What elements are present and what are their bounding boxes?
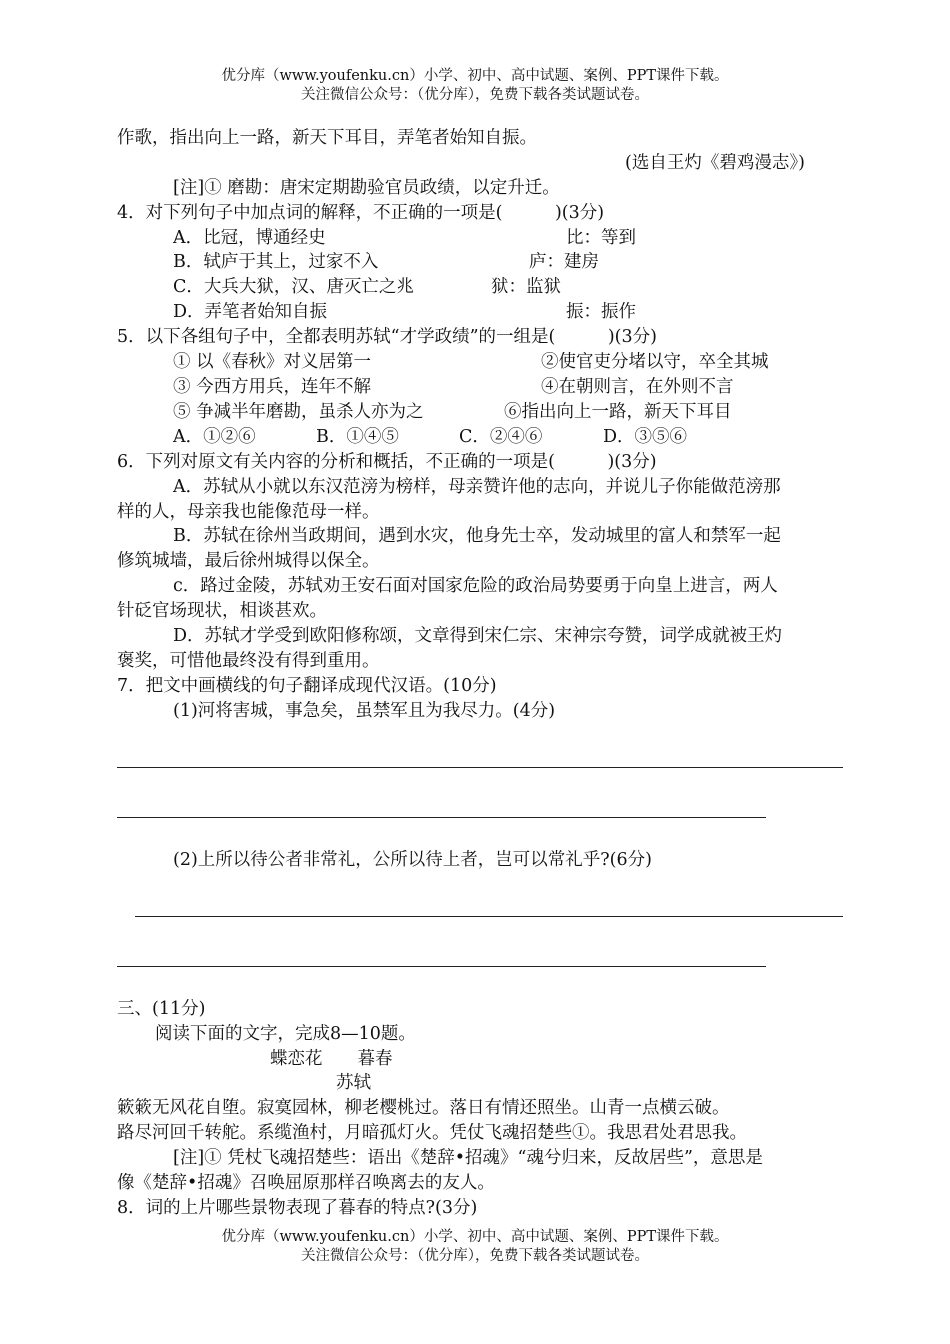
q4-gloss-a: 比：等到 (566, 228, 636, 248)
q5-item-6: ⑥指出向上一路，新天下耳目 (504, 402, 732, 422)
q6-option-b-line2: 修筑城墙，最后徐州城得以保全。 (117, 551, 380, 571)
footer-line-2: 关注微信公众号：（优分库），免费下载各类试题试卷。 (301, 1248, 649, 1264)
q6-option-d-line2: 褒奖，可惜他最终没有得到重用。 (117, 651, 380, 671)
q4-option-b: B．轼庐于其上，过家不入 (173, 252, 379, 272)
passage-tail: 作歌，指出向上一路，新天下耳目，弄笔者始知自振。 (117, 128, 537, 148)
q6-option-c-line2: 针砭官场现状，相谈甚欢。 (117, 601, 327, 621)
poem-line-2: 路尽河回千转舵。系缆渔村，月暗孤灯火。凭仗飞魂招楚些①。我思君处君思我。 (117, 1123, 747, 1143)
page-header (0, 67, 950, 105)
q6-option-a-line2: 样的人，母亲我也能像范母一样。 (117, 502, 380, 522)
footer-line-1: 优分库（www.youfenku.cn）小学、初中、高中试题、案例、PPT课件下载。 (221, 1229, 729, 1245)
q6-option-b-line1: B．苏轼在徐州当政期间，遇到水灾，他身先士卒，发动城里的富人和禁军一起 (173, 526, 781, 546)
q5-option-a: A．①②⑥ (173, 427, 256, 447)
q5-item-5: ⑤ 争减半年磨勘，虽杀人亦为之 (173, 402, 424, 422)
q4-gloss-c: 狱：监狱 (491, 277, 561, 297)
q5-item-1: ① 以《春秋》对义居第一 (173, 352, 372, 372)
q6-option-d-line1: D．苏轼才学受到欧阳修称颂，文章得到宋仁宗、宋神宗夸赞，词学成就被王灼 (173, 626, 783, 646)
q5-item-2: ②使官吏分堵以守，卒全其城 (541, 352, 769, 372)
q5-option-c: C．②④⑥ (459, 427, 543, 447)
passage-source: (选自王灼《碧鸡漫志》) (625, 153, 805, 173)
poem-author: 苏轼 (336, 1073, 371, 1093)
poem-note-line2: 像《楚辞•招魂》召唤屈原那样召唤离去的友人。 (117, 1173, 495, 1193)
q4-gloss-b: 庐：建房 (529, 252, 599, 272)
header-line-2: 关注微信公众号：（优分库），免费下载各类试题试卷。 (301, 87, 649, 103)
q6-stem: 6．下列对原文有关内容的分析和概括，不正确的一项是( )(3分) (117, 452, 657, 472)
poem-line-1: 簌簌无风花自堕。寂寞园林，柳老樱桃过。落日有情还照坐。山青一点横云破。 (117, 1098, 730, 1118)
page-footer (0, 1228, 950, 1266)
header-line-1: 优分库（www.youfenku.cn）小学、初中、高中试题、案例、PPT课件下载。 (221, 68, 729, 84)
q7-part-2: (2)上所以待公者非常礼，公所以待上者，岂可以常礼乎?(6分) (173, 850, 652, 870)
poem-note-line1: [注]① 凭杖飞魂招楚些：语出《楚辞•招魂》“魂兮归来，反故居些”，意思是 (173, 1148, 763, 1168)
q6-option-c-line1: c．路过金陵，苏轼劝王安石面对国家危险的政治局势要勇于向皇上进言，两人 (173, 576, 778, 596)
section-3-heading: 三、(11分) (117, 999, 206, 1019)
poem-title: 蝶恋花 暮春 (270, 1049, 393, 1069)
q7-stem: 7．把文中画横线的句子翻译成现代汉语。(10分) (117, 676, 497, 696)
q4-gloss-d: 振：振作 (566, 302, 636, 322)
answer-line[interactable] (117, 767, 843, 768)
q5-item-4: ④在朝则言，在外则不言 (541, 377, 734, 397)
q5-stem: 5．以下各组句子中，全都表明苏轼“才学政绩”的一组是( )(3分) (117, 327, 657, 347)
q4-option-d: D．弄笔者始知自振 (173, 302, 328, 322)
q4-option-c: C．大兵大狱，汉、唐灭亡之兆 (173, 277, 414, 297)
q5-item-3: ③ 今西方用兵，连年不解 (173, 377, 372, 397)
answer-line[interactable] (135, 916, 843, 917)
q5-option-d: D．③⑤⑥ (603, 427, 688, 447)
q7-part-1: (1)河将害城，事急矣，虽禁军且为我尽力。(4分) (173, 701, 556, 721)
q5-option-b: B．①④⑤ (316, 427, 399, 447)
section-3-intro: 阅读下面的文字，完成8—10题。 (155, 1024, 416, 1044)
answer-line[interactable] (117, 817, 766, 818)
passage-note: [注]① 磨勘：唐宋定期勘验官员政绩，以定升迁。 (173, 178, 560, 198)
q4-stem: 4．对下列句子中加点词的解释，不正确的一项是( )(3分) (117, 203, 605, 223)
q6-option-a-line1: A．苏轼从小就以东汉范滂为榜样，母亲赞许他的志向，并说儿子你能做范滂那 (173, 477, 781, 497)
q8-stem: 8．词的上片哪些景物表现了暮春的特点?(3分) (117, 1198, 478, 1218)
answer-line[interactable] (117, 966, 766, 967)
q4-option-a: A．比冠，博通经史 (173, 228, 326, 248)
